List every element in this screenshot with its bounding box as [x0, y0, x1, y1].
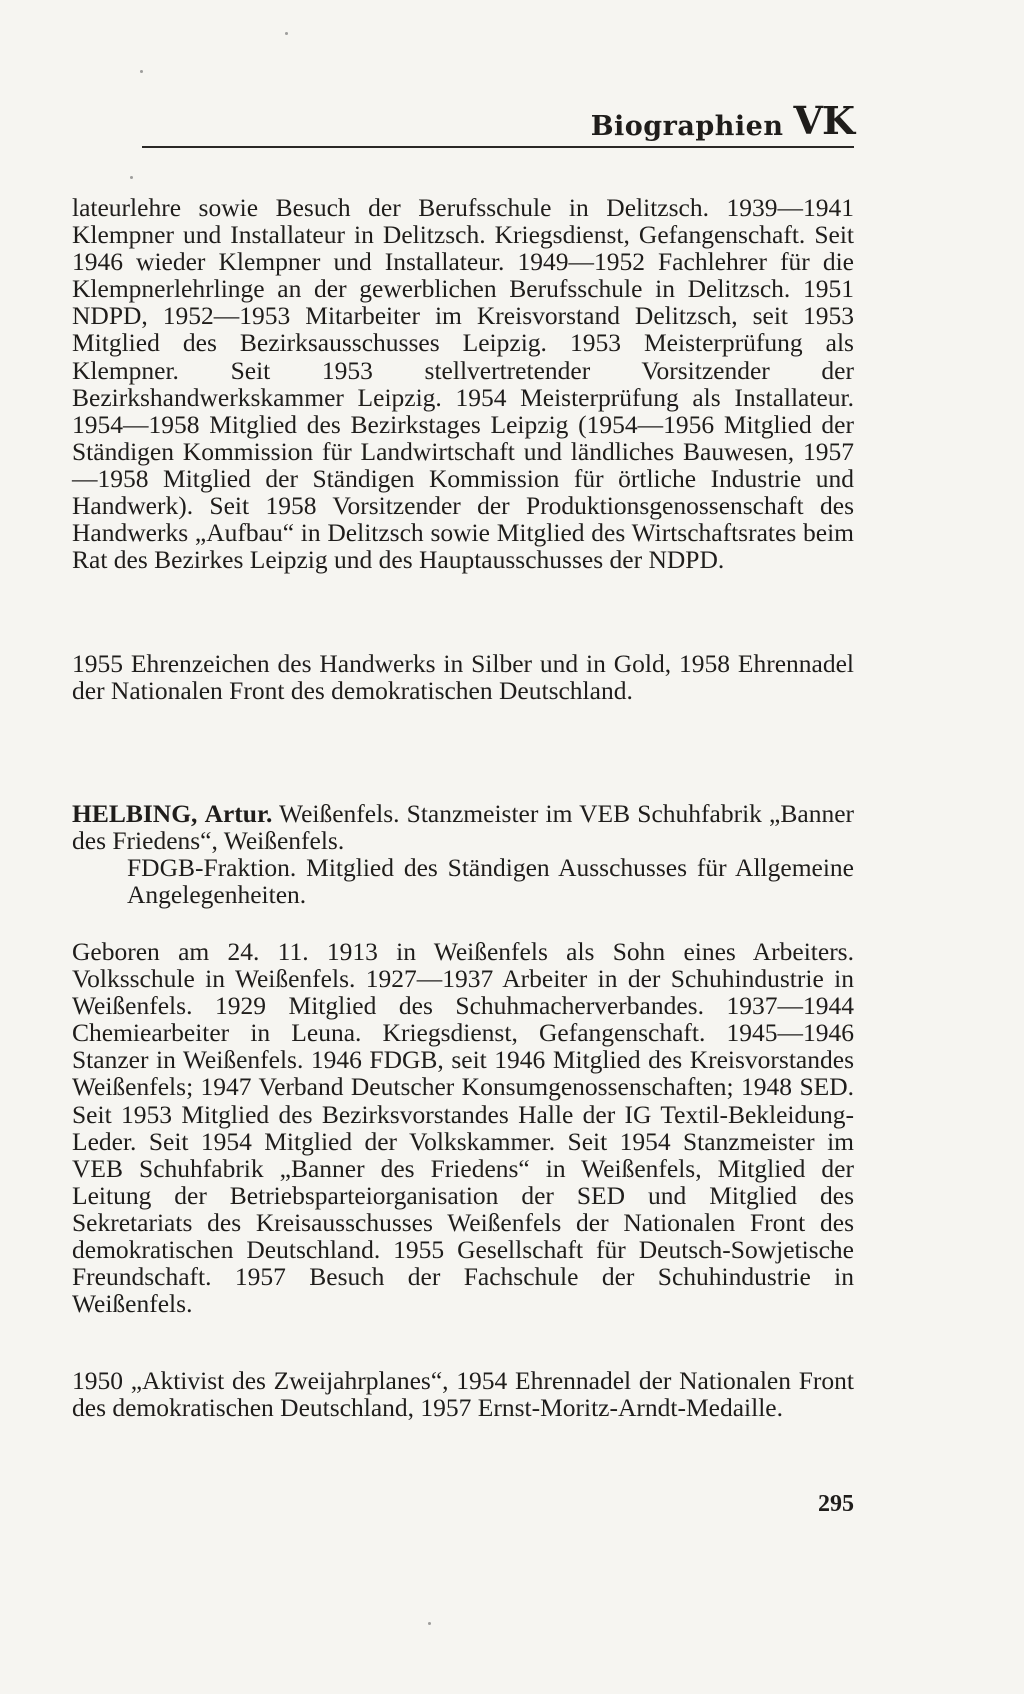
page-number: 295	[818, 1491, 854, 1517]
entry-head-line	[72, 800, 854, 854]
scan-speck	[130, 176, 133, 179]
entry-biography: Geboren am 24. 11. 1913 in Weißenfels als Sohn eines Arbeiters. Volksschule in Weißenfels. 1927—1937 Arbeiter in der Schuhindustrie in Weißenfels. 1929 Mitglied des Schuhmacherverbandes. 1937—1944 Chemiearbeiter in Leuna. Kriegsdienst, Gefangenschaft. 1945—1946 Stanzer in Weißenfels. 1946 FDGB, seit 1946 Mitglied des Kreisvorstandes Weißenfels; 1947 Verband Deutscher Konsumgenossenschaften; 1948 SED. Seit 1953 Mitglied des Bezirksvorstandes Halle der IG Textil-Bekleidung-Leder. Seit 1954 Mitglied der Volkskammer. Seit 1954 Stanzmeister im VEB Schuhfabrik „Banner des Friedens“ in Weißenfels, Mitglied der Leitung der Betriebsparteiorganisation der SED und Mitglied des Sekretariats des Kreisausschusses Weißenfels der Nationalen Front des demokratischen Deutschland. 1955 Gesellschaft für Deutsch-Sowjetische Freundschaft. 1957 Besuch der Fachschule der Schuhindustrie in Weißenfels.	[72, 937, 854, 1319]
entry-firstname: Artur.	[204, 799, 273, 828]
entry-surname: HELBING,	[72, 799, 198, 828]
entry-faction-line: FDGB-Fraktion. Mitglied des Ständigen Ausschusses für Allgemeine Angelegenheiten.	[127, 853, 854, 910]
entry-awards: 1955 Ehrenzeichen des Handwerks in Silber und in Gold, 1958 Ehrennadel der Nationalen Front des demokratischen Deutschland.	[72, 649, 854, 706]
entry-awards: 1950 „Aktivist des Zweijahrplanes“, 1954 Ehrennadel der Nationalen Front des demokratischen Deutschland, 1957 Ernst-Moritz-Arndt-Medaille.	[72, 1366, 854, 1423]
header-rule	[142, 146, 854, 148]
scan-speck	[285, 32, 288, 35]
header-title: Biographien	[590, 111, 784, 142]
entry-header	[72, 800, 854, 908]
running-header	[142, 98, 854, 143]
entry-affiliation: Weißenfels. Stanzmeister im VEB Schuhfabrik „Banner des Friedens“, Weißenfels.	[72, 799, 855, 856]
header-section-code: VK	[793, 98, 854, 143]
scan-speck	[140, 70, 143, 73]
scan-speck	[428, 1622, 431, 1625]
entry-biography-continued: lateurlehre sowie Besuch der Berufsschule in Delitzsch. 1939—1941 Klempner und Installateur in Delitzsch. Kriegsdienst, Gefangenschaft. Seit 1946 wieder Klempner und Installateur. 1949—1952 Fachlehrer für die Klempnerlehrlinge an der gewerblichen Berufsschule in Delitzsch. 1951 NDPD, 1952—1953 Mitarbeiter im Kreisvorstand Delitzsch, seit 1953 Mitglied des Bezirksausschusses Leipzig. 1953 Meisterprüfung als Klempner. Seit 1953 stellvertretender Vorsitzender der Bezirkshandwerkskammer Leipzig. 1954 Meisterprüfung als Installateur. 1954—1958 Mitglied des Bezirkstages Leipzig (1954—1956 Mitglied der Ständigen Kommission für Landwirtschaft und ländliches Bauwesen, 1957—1958 Mitglied der Ständigen Kommission für örtliche Industrie und Handwerk). Seit 1958 Vorsitzender der Produktionsgenossenschaft des Handwerks „Aufbau“ in Delitzsch sowie Mitglied des Wirtschaftsrates beim Rat des Bezirkes Leipzig und des Hauptausschusses der NDPD.	[72, 193, 854, 575]
